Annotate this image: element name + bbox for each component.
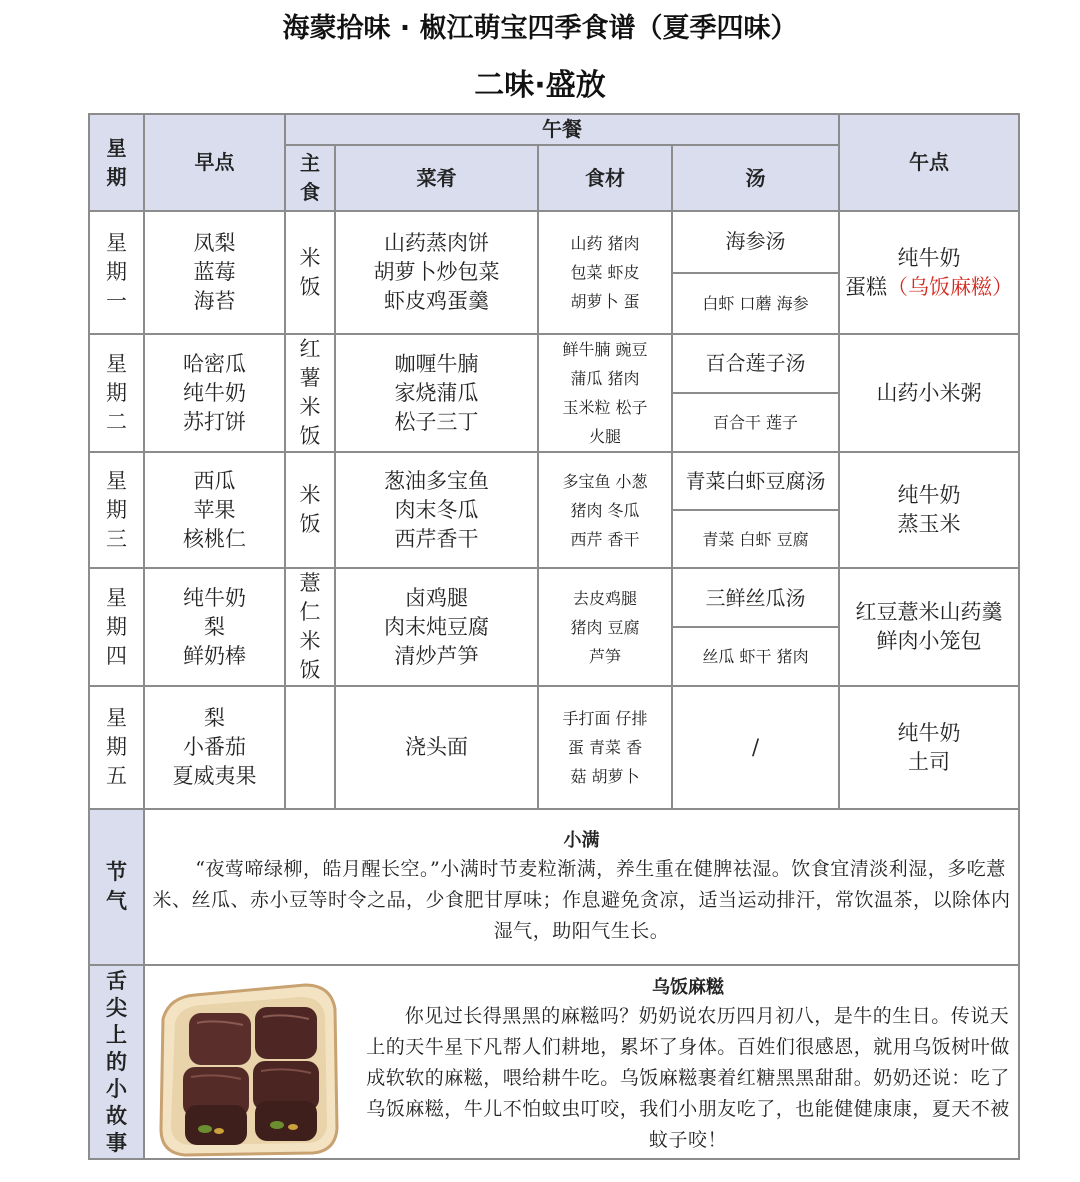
dishes-cell xyxy=(335,568,538,686)
ingredients-line: 包菜 虾皮 xyxy=(570,263,640,282)
breakfast-line: 核桃仁 xyxy=(183,526,246,551)
staple-cell xyxy=(285,211,335,334)
afternoon-item: 蛋糕 xyxy=(845,274,887,299)
breakfast-line: 苹果 xyxy=(193,497,236,522)
afternoon-highlight: （乌饭麻糍） xyxy=(887,274,1013,299)
page-subtitle: 二味·盛放 xyxy=(474,68,606,103)
afternoon-cell xyxy=(839,568,1019,686)
ingredients-cell xyxy=(538,568,672,686)
weekday-cell xyxy=(89,568,144,686)
breakfast-cell xyxy=(144,568,285,686)
weekday-cell xyxy=(89,211,144,334)
dishes-cell xyxy=(335,334,538,452)
dishes-line: 咖喱牛腩 xyxy=(394,351,479,376)
dishes-line: 西芹香干 xyxy=(394,526,479,551)
staple-cell xyxy=(285,452,335,568)
vertical-label: 星期四 xyxy=(105,585,127,668)
story-text: 你见过长得黑黑的麻糍吗？奶奶说农历四月初八，是牛的生日。传说天上的天牛星下凡帮人们耕地，累坏了身体。百姓们很感恩，就用乌饭树叶做成软软的麻糍，喂给耕牛吃。乌饭麻糍裹着红糖黑黑甜甜。奶奶还说：吃了乌饭麻糍，牛儿不怕蚊虫叮咬，我们小朋友吃了，也能健健康康，夏天不被蚊子咬！ xyxy=(366,1005,1010,1151)
breakfast-line: 纯牛奶 xyxy=(183,585,246,610)
dishes-line: 浇头面 xyxy=(405,735,468,759)
soup-name: / xyxy=(751,735,760,759)
ingredients-line: 蛋 青菜 香 xyxy=(567,738,643,757)
weekday-cell xyxy=(89,334,144,452)
afternoon-line: 纯牛奶 xyxy=(897,720,961,745)
story-content xyxy=(144,965,1019,1159)
staple-cell xyxy=(285,568,335,686)
dishes-cell xyxy=(335,211,538,334)
vertical-label: 星期 xyxy=(106,135,127,189)
breakfast-cell xyxy=(144,452,285,568)
breakfast-line: 凤梨 xyxy=(193,231,236,255)
menu-row xyxy=(89,686,1019,809)
dishes-line: 清炒芦笋 xyxy=(394,643,479,668)
staple-cell xyxy=(285,334,335,452)
breakfast-cell xyxy=(144,211,285,334)
soup-name: 三鲜丝瓜汤 xyxy=(705,585,806,610)
dishes-line: 胡萝卜炒包菜 xyxy=(373,260,500,284)
solar-term-content xyxy=(144,809,1019,965)
header-dishes: 菜肴 xyxy=(335,145,538,211)
header-afternoon: 午点 xyxy=(839,114,1019,211)
ingredients-line: 火腿 xyxy=(588,427,621,446)
ingredients-cell xyxy=(538,211,672,334)
soup-ingredients: 百合干 莲子 xyxy=(712,412,799,432)
header-lunch: 午餐 xyxy=(285,114,839,145)
soup-cell xyxy=(672,334,839,452)
soup-cell xyxy=(672,686,839,809)
ingredients-line: 多宝鱼 小葱 xyxy=(562,471,648,491)
header-soup: 汤 xyxy=(672,145,839,211)
soup-ingredients: 白虾 口蘑 海参 xyxy=(702,293,809,313)
afternoon-line: 纯牛奶 xyxy=(897,245,961,270)
header-ingredients: 食材 xyxy=(538,145,672,211)
soup-ingredients: 青菜 白虾 豆腐 xyxy=(702,529,809,549)
vertical-label: 米饭 xyxy=(299,483,321,536)
ingredients-line: 西芹 香干 xyxy=(570,529,640,549)
dishes-line: 肉末冬瓜 xyxy=(394,497,479,522)
dishes-line: 家烧蒲瓜 xyxy=(394,380,479,405)
ingredients-line: 芦笋 xyxy=(588,646,621,666)
header-breakfast: 早点 xyxy=(144,114,285,211)
soup-name: 百合莲子汤 xyxy=(705,351,806,376)
story-label xyxy=(89,965,144,1159)
staple-cell xyxy=(285,686,335,809)
soup-cell xyxy=(672,568,839,686)
menu-row xyxy=(89,452,1019,568)
breakfast-line: 苏打饼 xyxy=(183,409,246,434)
vertical-label: 星期二 xyxy=(105,351,127,434)
menu-row xyxy=(89,211,1019,334)
afternoon-cell xyxy=(839,334,1019,452)
vertical-label: 主食 xyxy=(300,151,320,204)
afternoon-line: 蒸玉米 xyxy=(897,512,961,536)
breakfast-line: 纯牛奶 xyxy=(183,380,246,405)
solar-term-text: “夜莺啼绿柳，皓月醒长空。”小满时节麦粒渐满，养生重在健脾祛湿。饮食宜清淡利湿，多吃薏米、丝瓜、赤小豆等时令之品，少食肥甘厚味；作息避免贪凉，适当运动排汗，常饮温茶，以除体内湿气，助阳气生长。 xyxy=(152,857,1011,942)
soup-name: 青菜白虾豆腐汤 xyxy=(685,468,826,493)
breakfast-line: 海苔 xyxy=(193,289,236,313)
ingredients-line: 手打面 仔排 xyxy=(562,709,648,728)
ingredients-line: 菇 胡萝卜 xyxy=(570,767,640,786)
dishes-line: 卤鸡腿 xyxy=(405,585,468,610)
black-rice-cake-illustration xyxy=(155,979,340,1157)
weekday-cell xyxy=(89,686,144,809)
vertical-label: 星期三 xyxy=(105,468,127,551)
weekday-cell xyxy=(89,452,144,568)
afternoon-cell xyxy=(839,452,1019,568)
dishes-line: 肉末炖豆腐 xyxy=(384,614,489,639)
vertical-label: 薏仁米饭 xyxy=(299,571,321,682)
menu-row xyxy=(89,334,1019,452)
breakfast-cell xyxy=(144,686,285,809)
ingredients-line: 玉米粒 松子 xyxy=(562,398,648,417)
page-title: 海蒙拾味 · 椒江萌宝四季食谱（夏季四味） xyxy=(282,13,798,44)
ingredients-cell xyxy=(538,452,672,568)
story-title: 乌饭麻糍 xyxy=(652,977,724,998)
dishes-line: 葱油多宝鱼 xyxy=(384,468,489,493)
solar-term-label xyxy=(89,809,144,965)
dishes-cell xyxy=(335,452,538,568)
dishes-line: 虾皮鸡蛋羹 xyxy=(384,289,489,313)
vertical-label: 星期一 xyxy=(105,231,127,313)
menu-table xyxy=(88,113,1020,1160)
dishes-line: 山药蒸肉饼 xyxy=(384,231,489,255)
menu-row xyxy=(89,568,1019,686)
vertical-label: 节气 xyxy=(105,860,127,913)
soup-cell xyxy=(672,452,839,568)
vertical-label: 红薯米饭 xyxy=(299,337,321,448)
soup-cell xyxy=(672,211,839,334)
ingredients-cell xyxy=(538,686,672,809)
solar-term-name: 小满 xyxy=(563,829,600,851)
afternoon-line: 山药小米粥 xyxy=(876,380,982,405)
ingredients-line: 蒲瓜 猪肉 xyxy=(570,369,640,388)
soup-name: 海参汤 xyxy=(725,229,786,254)
breakfast-cell xyxy=(144,334,285,452)
ingredients-line: 猪肉 豆腐 xyxy=(570,617,640,637)
breakfast-line: 西瓜 xyxy=(193,468,236,493)
afternoon-cell xyxy=(839,211,1019,334)
soup-ingredients: 丝瓜 虾干 猪肉 xyxy=(702,646,809,666)
dishes-cell xyxy=(335,686,538,809)
ingredients-line: 去皮鸡腿 xyxy=(572,588,637,608)
header-staple xyxy=(285,145,335,211)
breakfast-line: 小番茄 xyxy=(183,735,246,759)
dishes-line: 松子三丁 xyxy=(394,409,479,434)
header-weekday xyxy=(89,114,144,211)
afternoon-line: 纯牛奶 xyxy=(897,483,961,507)
ingredients-cell xyxy=(538,334,672,452)
afternoon-line: 土司 xyxy=(908,749,950,774)
vertical-label: 舌尖上的小故事 xyxy=(105,968,127,1155)
afternoon-cell xyxy=(839,686,1019,809)
ingredients-line: 胡萝卜 蛋 xyxy=(570,292,640,311)
breakfast-line: 夏威夷果 xyxy=(172,764,257,788)
vertical-label: 米饭 xyxy=(299,245,321,299)
afternoon-line xyxy=(840,273,1018,302)
ingredients-line: 山药 猪肉 xyxy=(570,234,640,253)
breakfast-line: 鲜奶棒 xyxy=(183,643,246,668)
breakfast-line: 哈密瓜 xyxy=(183,351,246,376)
afternoon-line: 鲜肉小笼包 xyxy=(876,629,982,653)
ingredients-line: 鲜牛腩 豌豆 xyxy=(562,340,648,359)
vertical-label: 星期五 xyxy=(105,706,127,788)
breakfast-line: 梨 xyxy=(204,706,225,730)
breakfast-line: 梨 xyxy=(204,614,225,639)
ingredients-line: 猪肉 冬瓜 xyxy=(570,500,640,520)
afternoon-line: 红豆薏米山药羹 xyxy=(855,600,1003,624)
breakfast-line: 蓝莓 xyxy=(193,260,236,284)
